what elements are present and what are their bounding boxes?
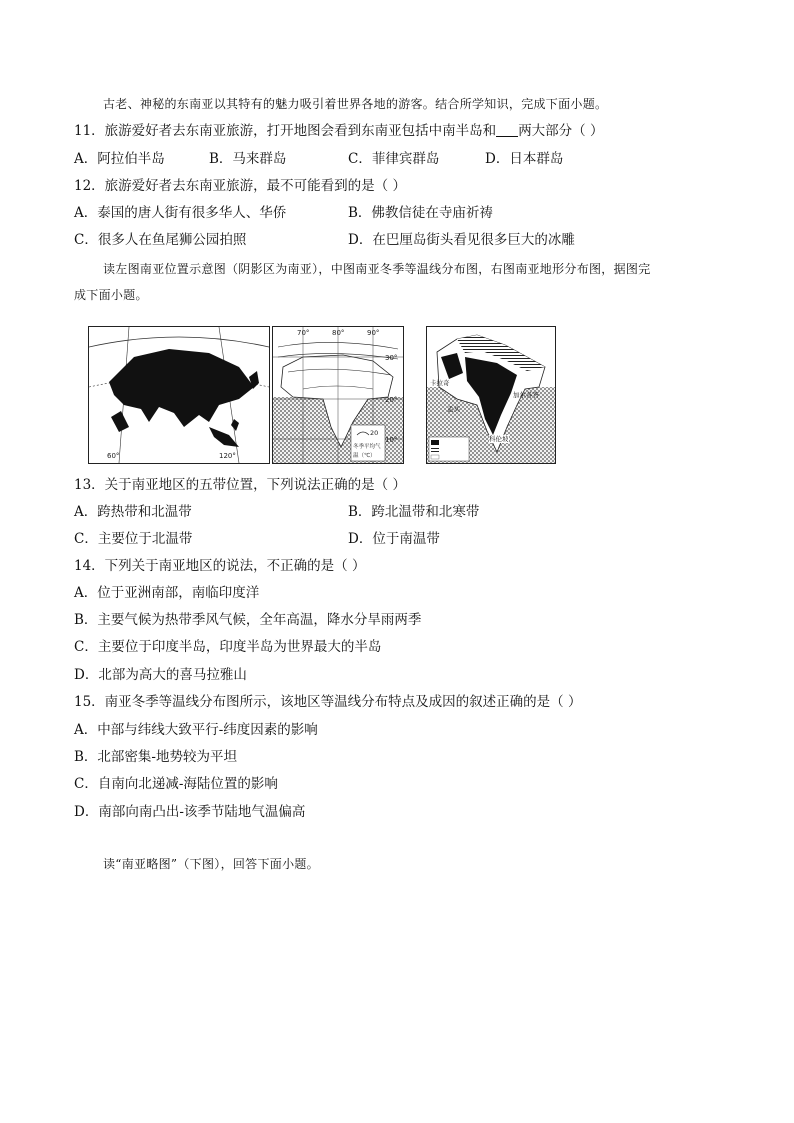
question-12-option-a: A．泰国的唐人街有很多华人、华侨 — [74, 205, 287, 221]
question-13-option-b: B．跨北温带和北寒带 — [348, 504, 480, 520]
question-14-option-d: D．北部为高大的喜马拉雅山 — [74, 667, 247, 683]
question-12-option-d: D．在巴厘岛街头看见很多巨大的冰雕 — [348, 232, 575, 248]
middle-map-lon-90: 90° — [367, 329, 380, 337]
question-15-option-c: C．自南向北递减-海陆位置的影响 — [74, 776, 278, 792]
question-11-option-a: A．阿拉伯半岛 — [74, 151, 165, 167]
intro-south-asia-maps-cont: 成下面小题。 — [74, 288, 148, 302]
question-12-option-b: B．佛教信徒在寺庙祈祷 — [348, 205, 493, 221]
question-15-option-b: B．北部密集-地势较为平坦 — [74, 749, 237, 765]
question-14-option-c: C．主要位于印度半岛，印度半岛为世界最大的半岛 — [74, 639, 382, 655]
question-14-option-b: B．主要气候为热带季风气候，全年高温，降水分旱雨两季 — [74, 612, 422, 628]
map-figures — [88, 326, 558, 462]
left-map-lon2: 120° — [219, 452, 236, 460]
question-11-option-d: D．日本群岛 — [485, 151, 564, 167]
right-map-label-mumbai: 孟买 — [447, 405, 460, 413]
south-asia-winter-isotherm-map — [272, 326, 404, 464]
right-map-label-karachi: 卡拉奇 — [430, 379, 450, 387]
question-11-stem-after: 两大部分（ ） — [518, 123, 604, 139]
middle-map-lon-70: 70° — [297, 329, 310, 337]
middle-map-lat-10: 10° — [385, 436, 398, 444]
middle-map-lat-30: 30° — [385, 354, 398, 362]
question-13-option-a: A．跨热带和北温带 — [74, 504, 192, 520]
right-map-label-kolkata: 加尔各答 — [513, 391, 539, 399]
intro-south-asia-maps: 读左图南亚位置示意图（阴影区为南亚），中图南亚冬季等温线分布图，右图南亚地形分布图，据图完 — [103, 262, 651, 276]
answer-blank — [496, 122, 518, 137]
question-15-stem: 15．南亚冬季等温线分布图所示，该地区等温线分布特点及成因的叙述正确的是（ ） — [74, 694, 582, 710]
question-13-option-c: C．主要位于北温带 — [74, 531, 193, 547]
intro-southeast-asia: 古老、神秘的东南亚以其特有的魅力吸引着世界各地的游客。结合所学知识，完成下面小题。 — [103, 97, 608, 111]
question-13-option-d: D．位于南温带 — [348, 531, 440, 547]
middle-map-legend-label2: 温（℃） — [353, 453, 376, 459]
question-14-option-a: A．位于亚洲南部，南临印度洋 — [74, 585, 260, 601]
question-13-stem: 13．关于南亚地区的五带位置，下列说法正确的是（ ） — [74, 477, 406, 493]
question-12-option-c: C．很多人在鱼尾狮公园拍照 — [74, 232, 247, 248]
intro-south-asia-sketch: 读“南亚略图”（下图），回答下面小题。 — [103, 857, 319, 871]
right-map-label-colombo: 科伦坡 — [489, 435, 509, 443]
question-11-stem — [74, 122, 603, 140]
middle-map-lat-20: 20° — [385, 396, 398, 404]
question-11-option-b: B．马来群岛 — [209, 151, 287, 167]
south-asia-location-map — [88, 326, 270, 464]
question-14-stem: 14．下列关于南亚地区的说法，不正确的是（ ） — [74, 558, 366, 574]
middle-map-legend-label1: 冬季平均气 — [353, 444, 381, 450]
middle-map-lon-80: 80° — [332, 329, 345, 337]
south-asia-terrain-map — [426, 326, 556, 464]
question-15-option-d: D．南部向南凸出-该季节陆地气温偏高 — [74, 804, 306, 820]
middle-map-legend-value: 20 — [370, 429, 379, 437]
question-11-stem-before: 11．旅游爱好者去东南亚旅游，打开地图会看到东南亚包括中南半岛和 — [74, 123, 497, 139]
question-11-option-c: C．菲律宾群岛 — [348, 151, 440, 167]
question-12-stem: 12．旅游爱好者去东南亚旅游，最不可能看到的是（ ） — [74, 178, 406, 194]
left-map-lon1: 60° — [107, 452, 120, 460]
question-15-option-a: A．中部与纬线大致平行-纬度因素的影响 — [74, 722, 318, 738]
